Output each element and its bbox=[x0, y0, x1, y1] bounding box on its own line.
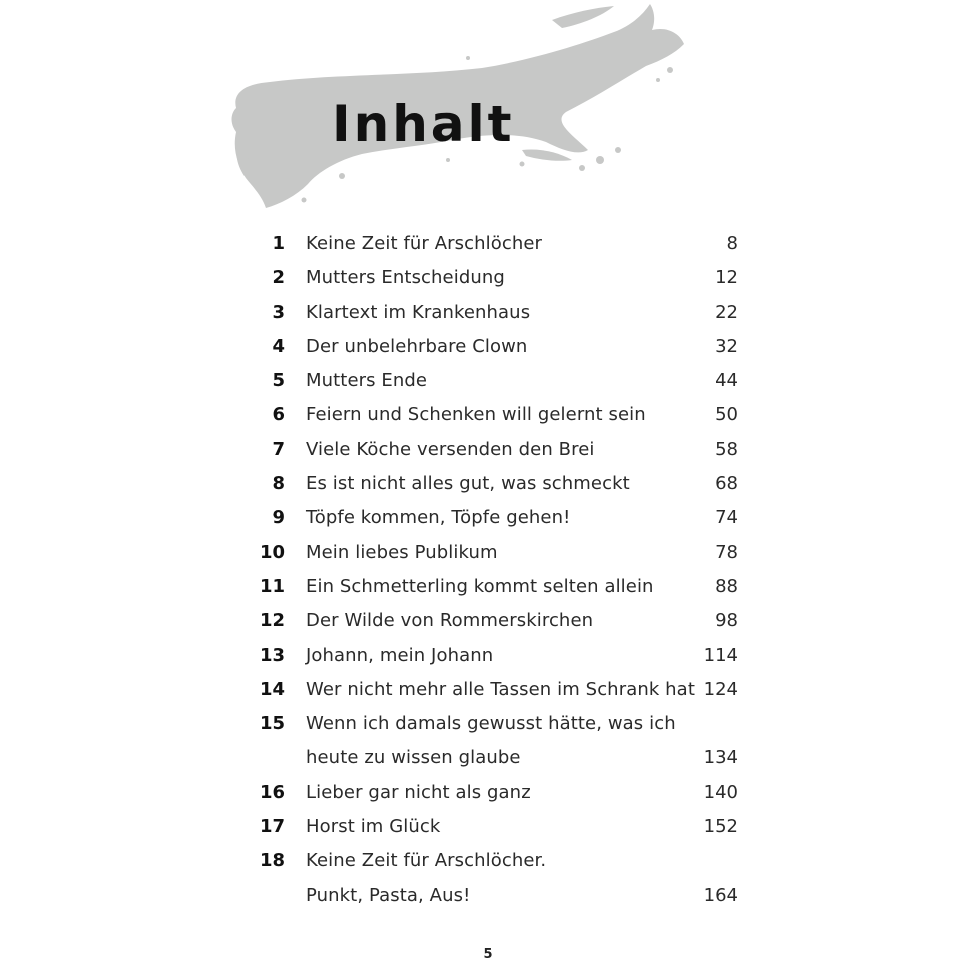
chapter-page: 114 bbox=[703, 644, 738, 666]
table-of-contents bbox=[252, 227, 742, 913]
chapter-title: Klartext im Krankenhaus bbox=[306, 301, 531, 323]
toc-entry bbox=[252, 741, 742, 775]
chapter-number: 18 bbox=[259, 850, 285, 872]
toc-entry bbox=[252, 433, 742, 467]
chapter-number: 15 bbox=[259, 713, 285, 735]
toc-entry bbox=[252, 570, 742, 604]
chapter-number: 13 bbox=[259, 644, 285, 666]
toc-entry bbox=[252, 604, 742, 638]
chapter-page: 98 bbox=[715, 610, 738, 632]
chapter-page: 50 bbox=[715, 404, 738, 426]
chapter-number: 6 bbox=[272, 404, 285, 426]
chapter-number: 10 bbox=[259, 541, 285, 563]
toc-entry bbox=[252, 330, 742, 364]
chapter-number: 4 bbox=[272, 335, 285, 357]
toc-entry bbox=[252, 501, 742, 535]
toc-entry bbox=[252, 536, 742, 570]
chapter-page: 74 bbox=[715, 507, 738, 529]
toc-entry bbox=[252, 844, 742, 878]
chapter-title: Viele Köche versenden den Brei bbox=[306, 438, 595, 460]
toc-entry bbox=[252, 227, 742, 261]
chapter-title: Der unbelehrbare Clown bbox=[306, 335, 528, 357]
chapter-title: Horst im Glück bbox=[306, 816, 441, 838]
chapter-page: 134 bbox=[703, 747, 738, 769]
chapter-page: 44 bbox=[715, 370, 738, 392]
chapter-title: Punkt, Pasta, Aus! bbox=[306, 884, 471, 906]
chapter-title: Keine Zeit für Arschlöcher. bbox=[306, 850, 547, 872]
chapter-title: Mein liebes Publikum bbox=[306, 541, 498, 563]
chapter-page: 58 bbox=[715, 438, 738, 460]
toc-entry bbox=[252, 707, 742, 741]
toc-entry bbox=[252, 261, 742, 295]
toc-entry bbox=[252, 673, 742, 707]
chapter-number: 16 bbox=[259, 781, 285, 803]
chapter-number: 14 bbox=[259, 678, 285, 700]
chapter-page: 88 bbox=[715, 575, 738, 597]
toc-entry bbox=[252, 296, 742, 330]
chapter-number: 17 bbox=[259, 816, 285, 838]
chapter-page: 32 bbox=[715, 335, 738, 357]
toc-entry bbox=[252, 810, 742, 844]
chapter-page: 152 bbox=[703, 816, 738, 838]
chapter-page: 8 bbox=[726, 233, 738, 254]
chapter-number: 1 bbox=[272, 233, 285, 254]
toc-entry bbox=[252, 776, 742, 810]
chapter-number: 7 bbox=[272, 438, 285, 460]
toc-entry bbox=[252, 398, 742, 432]
chapter-title: Der Wilde von Rommerskirchen bbox=[306, 610, 594, 632]
chapter-page: 124 bbox=[703, 678, 738, 700]
chapter-title: Mutters Entscheidung bbox=[306, 267, 505, 289]
toc-entry bbox=[252, 879, 742, 913]
chapter-page: 78 bbox=[715, 541, 738, 563]
chapter-number: 11 bbox=[259, 575, 285, 597]
page-number: 5 bbox=[483, 947, 493, 962]
chapter-title: Es ist nicht alles gut, was schmeckt bbox=[306, 473, 630, 495]
toc-entry bbox=[252, 639, 742, 673]
chapter-page: 164 bbox=[703, 884, 738, 906]
chapter-title: Lieber gar nicht als ganz bbox=[306, 781, 531, 803]
toc-entry bbox=[252, 467, 742, 501]
chapter-number: 2 bbox=[272, 267, 285, 289]
chapter-title: Mutters Ende bbox=[306, 370, 428, 392]
chapter-number: 3 bbox=[272, 301, 285, 323]
page-title: Inhalt bbox=[332, 95, 515, 153]
chapter-title: Wer nicht mehr alle Tassen im Schrank hat bbox=[306, 678, 695, 700]
toc-entry bbox=[252, 364, 742, 398]
chapter-page: 68 bbox=[715, 473, 738, 495]
chapter-title: Wenn ich damals gewusst hätte, was ich bbox=[306, 713, 676, 735]
chapter-title: heute zu wissen glaube bbox=[306, 747, 521, 769]
chapter-number: 9 bbox=[272, 507, 285, 529]
chapter-page: 140 bbox=[703, 781, 738, 803]
chapter-page: 22 bbox=[715, 301, 738, 323]
chapter-page: 12 bbox=[715, 267, 738, 289]
chapter-title: Keine Zeit für Arschlöcher bbox=[306, 233, 543, 254]
chapter-number: 8 bbox=[272, 473, 285, 495]
chapter-title: Töpfe kommen, Töpfe gehen! bbox=[306, 507, 571, 529]
chapter-title: Ein Schmetterling kommt selten allein bbox=[306, 575, 654, 597]
chapter-title: Feiern und Schenken will gelernt sein bbox=[306, 404, 646, 426]
chapter-title: Johann, mein Johann bbox=[306, 644, 494, 666]
chapter-number: 12 bbox=[259, 610, 285, 632]
chapter-number: 5 bbox=[272, 370, 285, 392]
